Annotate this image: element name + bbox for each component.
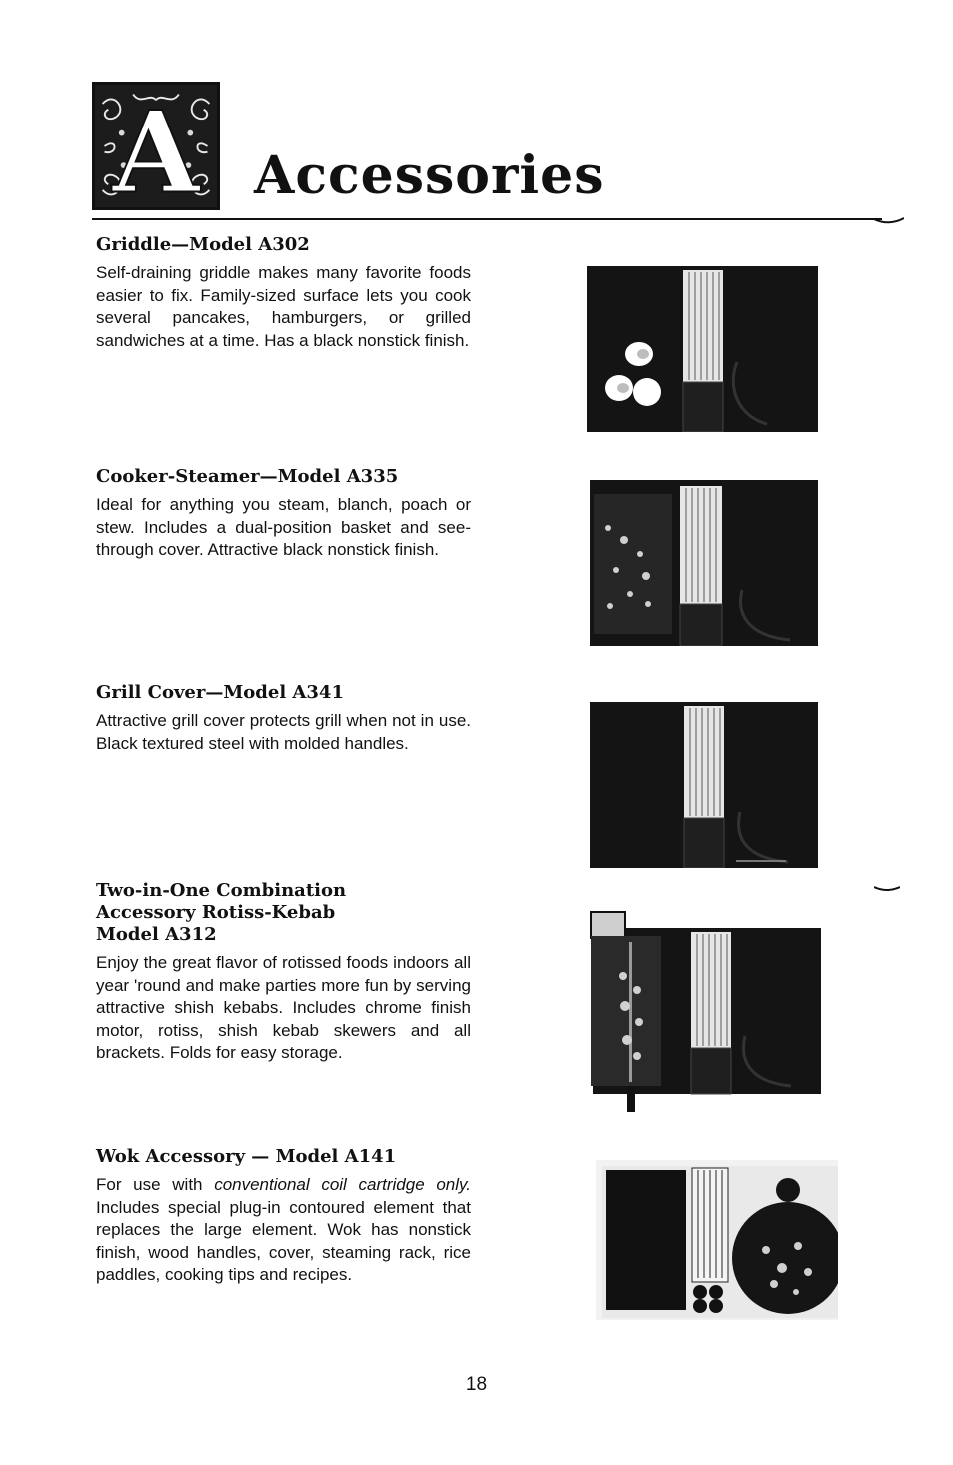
rule-end-flourish: [874, 216, 904, 226]
section-body: Enjoy the great flavor of rotissed foods indoors all year 'round and make parties more fun by serving attractive shish kebabs. Includes chrome finish motor, rotiss, shish kebab skewers and all brackets. Folds for easy storage.: [96, 953, 471, 1062]
margin-mark: [874, 885, 900, 893]
page-title: Accessories: [254, 145, 605, 206]
section-body: Attractive grill cover protects grill when not in use. Black textured steel with molded handles.: [96, 711, 471, 753]
section-grill-cover: [96, 682, 471, 755]
section-rotiss-kebab: [96, 880, 471, 1065]
section-title: Wok Accessory — Model A141: [96, 1146, 397, 1167]
grill-cover-photo: [590, 702, 818, 868]
section-wok: [96, 1146, 471, 1287]
section-body: Self-draining griddle makes many favorite foods easier to fix. Family-sized surface lets you cook several pancakes, hamburgers, or grilled sandwiches at a time. Has a black nonstick finish.: [96, 263, 471, 350]
section-body: For use with conventional coil cartridge only. Includes special plug-in contoured element that replaces the large element. Wok has nonstick finish, wood handles, cover, steaming rack, rice paddles, cooking tips and recipes.: [96, 1175, 471, 1284]
section-title: Two-in-One Combination Accessory Rotiss-Kebab Model A312: [96, 880, 347, 945]
wok-photo: [596, 1160, 838, 1320]
griddle-photo: [587, 266, 818, 432]
ornamental-letter-a-icon: [95, 85, 217, 207]
section-title: Cooker-Steamer—Model A335: [96, 466, 399, 487]
section-cooker-steamer: [96, 466, 471, 562]
section-title: Griddle—Model A302: [96, 234, 310, 255]
drop-cap-a: [92, 82, 220, 210]
page-number: 18: [465, 1374, 488, 1395]
section-griddle: [96, 234, 471, 352]
section-title: Grill Cover—Model A341: [96, 682, 344, 703]
title-rule: [92, 218, 882, 220]
section-body: Ideal for anything you steam, blanch, poach or stew. Includes a dual-position basket and see-through cover. Attractive black nonstick finish.: [96, 495, 471, 559]
svg-text:A: A: [112, 85, 200, 207]
cooker-steamer-photo: [590, 480, 818, 646]
rotiss-kebab-photo: [583, 906, 823, 1114]
